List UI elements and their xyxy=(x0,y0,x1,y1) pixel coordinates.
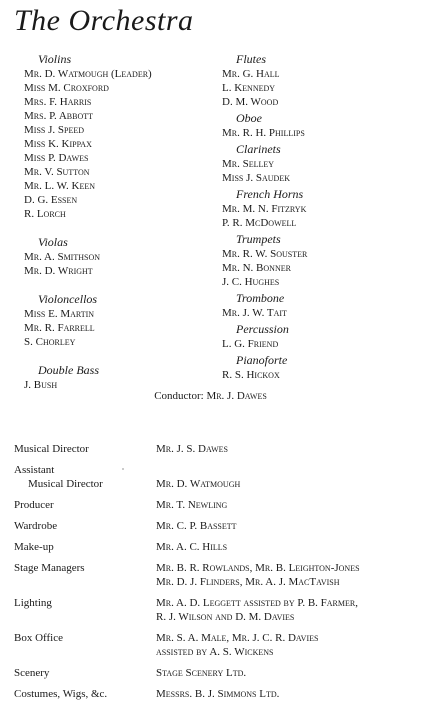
staff-names xyxy=(156,596,414,624)
instrument-heading: Flutes xyxy=(236,52,266,66)
instrument-heading: Violins xyxy=(38,52,72,66)
instrument-section xyxy=(222,353,412,382)
orchestra-member: Mr. M. N. Fitzryk xyxy=(222,203,307,215)
staff-row xyxy=(14,442,414,456)
instrument-heading: Violas xyxy=(38,235,68,249)
staff-role-line: Scenery xyxy=(14,667,50,679)
page-title: The Orchestra xyxy=(14,4,194,37)
section-gap xyxy=(24,221,214,235)
staff-role xyxy=(14,498,156,512)
staff-name-line: Mr. D. J. Flinders, Mr. A. J. MacTavish xyxy=(156,576,340,588)
staff-role xyxy=(14,561,156,575)
staff-name-line: Mr. B. R. Rowlands, Mr. B. Leighton-Jones xyxy=(156,562,360,574)
orchestra-member: Mrs. F. Harris xyxy=(24,96,92,108)
orchestra-member: R. S. Hickox xyxy=(222,369,280,381)
staff-row xyxy=(14,687,414,701)
orchestra-member: D. M. Wood xyxy=(222,96,279,108)
staff-role-line: Costumes, Wigs, &c. xyxy=(14,688,108,700)
orchestra-member: L. Kennedy xyxy=(222,82,276,94)
instrument-section xyxy=(222,52,412,109)
staff-row xyxy=(14,540,414,554)
staff-role-line: Make-up xyxy=(14,541,54,553)
instrument-heading: Oboe xyxy=(236,111,262,125)
orchestra-member: Miss J. Saudek xyxy=(222,172,290,184)
orchestra-member: Mr. G. Hall xyxy=(222,68,280,80)
staff-row xyxy=(14,463,414,491)
staff-name-line: assisted by A. S. Wickens xyxy=(156,646,274,658)
staff-names xyxy=(156,631,414,659)
staff-name-line: Mr. J. S. Dawes xyxy=(156,443,228,455)
orchestra-member: Mr. J. W. Tait xyxy=(222,307,287,319)
orchestra-member: Mr. L. W. Keen xyxy=(24,180,96,192)
instrument-section xyxy=(24,52,214,221)
orchestra-member: Mrs. P. Abbott xyxy=(24,110,94,122)
orchestra-member: Mr. R. W. Souster xyxy=(222,248,308,260)
instrument-heading: Percussion xyxy=(236,322,289,336)
staff-names xyxy=(156,442,414,456)
staff-row xyxy=(14,519,414,533)
staff-role-line: Musical Director xyxy=(28,478,103,490)
instrument-section xyxy=(222,111,412,140)
section-gap xyxy=(24,349,214,363)
staff-role xyxy=(14,442,156,456)
orchestra-member: Miss P. Dawes xyxy=(24,152,89,164)
instrument-heading: Violoncellos xyxy=(38,292,98,306)
staff-name-line: Mr. A. D. Leggett assisted by P. B. Farmer, xyxy=(156,597,358,609)
instrument-section xyxy=(222,322,412,351)
staff-row xyxy=(14,498,414,512)
orchestra-member: R. Lorch xyxy=(24,208,66,220)
conductor-line xyxy=(0,390,421,402)
staff-name-line: Mr. T. Newling xyxy=(156,499,228,511)
orchestra-member: Mr. R. H. Phillips xyxy=(222,127,305,139)
instrument-section xyxy=(24,292,214,349)
staff-names xyxy=(156,540,414,554)
staff-names xyxy=(156,519,414,533)
staff-role xyxy=(14,596,156,610)
instrument-heading: French Horns xyxy=(236,187,304,201)
staff-names xyxy=(156,498,414,512)
instrument-section xyxy=(24,235,214,278)
staff-row xyxy=(14,631,414,659)
orchestra-member: Mr. D. Wright xyxy=(24,265,93,277)
staff-role-line: Stage Managers xyxy=(14,562,85,574)
staff-name-line: Mr. A. C. Hills xyxy=(156,541,228,553)
section-gap xyxy=(24,278,214,292)
instrument-section xyxy=(222,142,412,185)
staff-name-line: Mr. D. Watmough xyxy=(156,478,241,490)
staff-role-line: Assistant xyxy=(14,464,55,476)
staff-role-line: Wardrobe xyxy=(14,520,58,532)
instrument-section xyxy=(222,291,412,320)
staff-role xyxy=(14,631,156,645)
orchestra-member: Miss M. Croxford xyxy=(24,82,109,94)
orchestra-member: L. G. Friend xyxy=(222,338,279,350)
staff-role-line: Musical Director xyxy=(14,443,89,455)
instrument-heading: Trumpets xyxy=(236,232,281,246)
orchestra-member: J. C. Hughes xyxy=(222,276,280,288)
instrument-heading: Trombone xyxy=(236,291,285,305)
instrument-section xyxy=(222,187,412,230)
orchestra-member: S. Chorley xyxy=(24,336,76,348)
staff-row xyxy=(14,596,414,624)
staff-name-line: Mr. C. P. Bassett xyxy=(156,520,237,532)
orchestra-member: Mr. D. Watmough (Leader) xyxy=(24,68,152,80)
staff-name-line: Messrs. B. J. Simmons Ltd. xyxy=(156,688,280,700)
staff-role xyxy=(14,666,156,680)
orchestra-member: Mr. R. Farrell xyxy=(24,322,95,334)
staff-name-line: Stage Scenery Ltd. xyxy=(156,667,247,679)
staff-names xyxy=(156,561,414,589)
staff-row xyxy=(14,561,414,589)
staff-names xyxy=(156,463,414,491)
staff-names xyxy=(156,666,414,680)
orchestra-member: Mr. N. Bonner xyxy=(222,262,291,274)
orchestra-member: P. R. McDowell xyxy=(222,217,297,229)
orchestra-left-column xyxy=(24,52,214,392)
orchestra-right-column xyxy=(222,52,412,382)
instrument-section xyxy=(222,232,412,289)
conductor-label: Conductor: xyxy=(154,390,204,402)
staff-name-line: Mr. S. A. Male, Mr. J. C. R. Davies xyxy=(156,632,319,644)
staff-row xyxy=(14,666,414,680)
staff-role-line: Producer xyxy=(14,499,54,511)
staff-name-line: R. J. Wilson and D. M. Davies xyxy=(156,611,295,623)
orchestra-member: J. Bush xyxy=(24,379,58,391)
orchestra-member: Mr. Selley xyxy=(222,158,275,170)
orchestra-member: Miss K. Kippax xyxy=(24,138,92,150)
orchestra-member: D. G. Essen xyxy=(24,194,78,206)
staff-role xyxy=(14,463,156,491)
staff-role-line: Lighting xyxy=(14,597,52,609)
staff-role-line: Box Office xyxy=(14,632,63,644)
staff-names xyxy=(156,687,414,701)
production-staff-list xyxy=(14,442,414,708)
staff-name-line xyxy=(156,463,414,477)
orchestra-member: Miss E. Martin xyxy=(24,308,95,320)
conductor-name: Mr. J. Dawes xyxy=(206,390,267,402)
instrument-heading: Clarinets xyxy=(236,142,281,156)
instrument-heading: Pianoforte xyxy=(236,353,288,367)
orchestra-member: Mr. V. Sutton xyxy=(24,166,90,178)
instrument-section xyxy=(24,363,214,392)
orchestra-member: Mr. A. Smithson xyxy=(24,251,101,263)
staff-role xyxy=(14,687,156,701)
staff-role xyxy=(14,519,156,533)
staff-role xyxy=(14,540,156,554)
instrument-heading: Double Bass xyxy=(38,363,99,377)
orchestra-member: Miss J. Speed xyxy=(24,124,84,136)
